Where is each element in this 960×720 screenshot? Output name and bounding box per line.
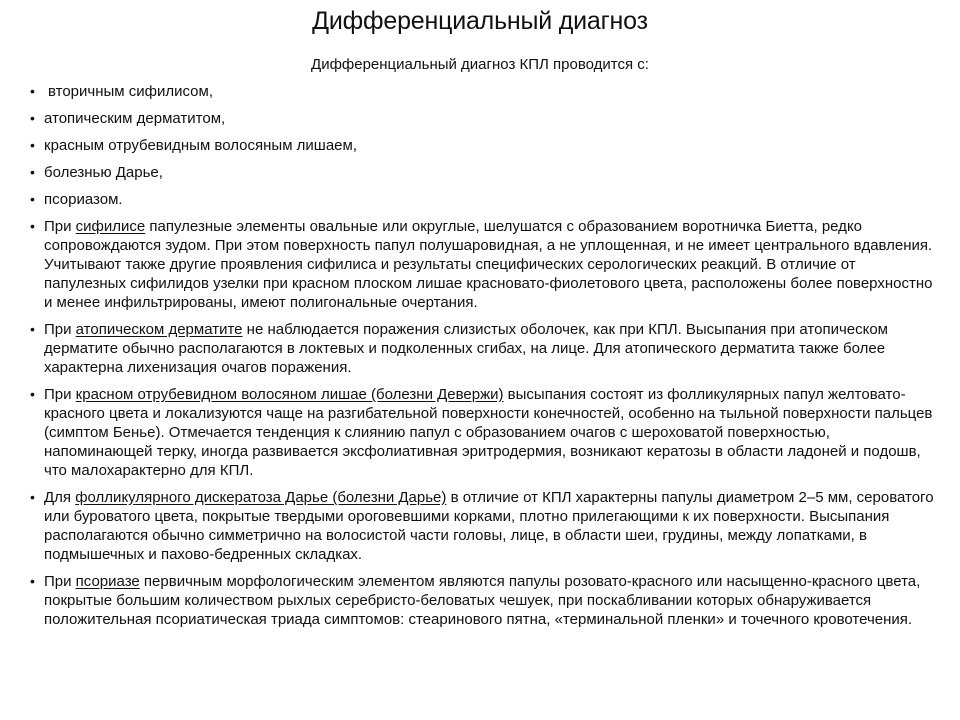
bullet-icon: • [30,573,35,589]
item-text: первичным морфологическим элементом являются папулы розовато-красного или насыщенно-красного цвета, покрытые большим количеством рыхлых серебристо-беловатых чешуек, при поскабливании которых обнаруживается положительная псориатическая триада симптомов: стеаринового пятна, «терминальной пленки» и точечного кровотечения. [44,573,921,628]
list-item-syphilis [30,217,935,312]
syphilis-link[interactable]: сифилисе [75,218,146,235]
list-item [30,82,935,101]
item-prefix: При [44,386,76,403]
bullet-icon: • [30,321,35,337]
list-item-text: болезнью Дарье, [44,164,163,181]
bullet-icon: • [30,110,35,126]
list-item-text: атопическим дерматитом, [44,110,226,127]
bullet-icon: • [30,164,35,180]
bullet-icon: • [30,137,35,153]
item-prefix: При [44,321,76,338]
list-item-darier-disease [30,488,935,564]
list-item-psoriasis [30,572,935,629]
intro-text: Дифференциальный диагноз КПЛ проводится с: [311,56,649,73]
darier-disease-link[interactable]: фолликулярного дискератоза Дарье (болезни Дарье) [75,489,447,506]
item-text: в отличие от КПЛ характерны папулы диаметром 2–5 мм, сероватого или буроватого цвета, покрытые твердыми ороговевшими корками, плотно прилегающими к их поверхности. Высыпания располагаются обычно симметрично на волосистой части головы, лице, в области шеи, грудины, между лопатками, в подмышечных и пахово-бедренных складках. [44,489,934,563]
item-text: высыпания состоят из фолликулярных папул желтовато-красного цвета и локализуются чаще на разгибательной поверхности конечностей, особенно на тыльной поверхности пальцев (симптом Бенье). Отмечается тенденция к слиянию папул с образованием очагов с шероховатой поверхностью, напоминающей терку, иногда развивается эксфолиативная эритродермия, возникают кератозы в области ладоней и подошв, что малохарактерно для КПЛ. [44,386,933,479]
content [30,82,935,629]
item-prefix: При [44,218,76,235]
item-prefix: При [44,573,76,590]
list-item-text: вторичным сифилисом, [48,83,213,100]
page-title: Дифференциальный диагноз [312,7,648,35]
atopic-dermatitis-link[interactable]: атопическом дерматите [75,321,243,338]
bullet-icon: • [30,489,35,505]
list-item [30,136,935,155]
list-item-pityriasis-rubra-pilaris [30,385,935,480]
pityriasis-rubra-pilaris-link[interactable]: красном отрубевидном волосяном лишае (болезни Девержи) [75,386,504,403]
list-item-atopic-dermatitis [30,320,935,377]
list-item-text: псориазом. [44,191,123,208]
item-text: не наблюдается поражения слизистых оболочек, как при КПЛ. Высыпания при атопическом дерматите обычно располагаются в локтевых и подколенных сгибах, на лице. Для атопического дерматита также более характерна лихенизация очагов поражения. [44,321,888,376]
psoriasis-link[interactable]: псориазе [75,573,140,590]
list-item-text: красным отрубевидным волосяным лишаем, [44,137,358,154]
bullet-icon: • [30,191,35,207]
item-prefix: Для [44,489,76,506]
list-item [30,163,935,182]
bullet-icon: • [30,218,35,234]
bullet-list [30,82,935,629]
bullet-icon: • [30,83,35,99]
list-item [30,190,935,209]
list-item [30,109,935,128]
item-text: папулезные элементы овальные или округлые, шелушатся с образованием воротничка Биетта, редко сопровождаются зудом. При этом поверхность папул полушаровидная, а не уплощенная, и не имеет центрального вдавления. Учитывают также другие проявления сифилиса и результаты специфических серологических реакций. В отличие от папулезных сифилидов узелки при красном плоском лишае красновато-фиолетового цвета, расположены более поверхностно и менее инфильтрированы, имеют полигональные очертания. [44,218,933,311]
bullet-icon: • [30,386,35,402]
